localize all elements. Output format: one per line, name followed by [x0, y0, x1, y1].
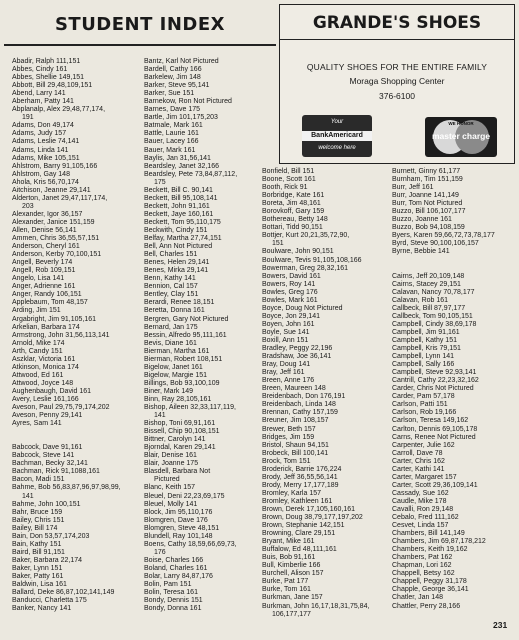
- index-entry: Chambers, Keith 19,162: [392, 546, 468, 554]
- index-entry: Arding, Jim 151: [12, 307, 61, 315]
- index-entry: Beckett, John 91,161: [144, 202, 210, 210]
- index-entry: Bleuel, Molly 141: [144, 500, 198, 508]
- index-entry: Bachman, Becky 32,141: [12, 460, 88, 468]
- index-entry: Cavalli, Ron 29,148: [392, 505, 454, 513]
- index-entry: Boyle, Sue 141: [262, 328, 310, 336]
- advertisement: [279, 4, 515, 164]
- index-entry: Barnekow, Ron Not Pictured: [144, 98, 232, 106]
- index-entry: Burnett, Ginny 61,177: [392, 168, 461, 175]
- index-entry: Arth, Candy 151: [12, 347, 63, 355]
- index-entry: Brody, Jeff 36,55,56,141: [262, 473, 338, 481]
- index-entry: Blomgren, Dave 176: [144, 516, 208, 524]
- index-entry: Block, Jim 95,110,176: [144, 508, 213, 516]
- index-entry: Ayres, Sam 141: [12, 420, 62, 428]
- index-entry: Chapple, George 36,141: [392, 586, 469, 594]
- index-entry: Bittner, Carolyn 141: [144, 436, 206, 444]
- index-entry-continuation: Pictured: [154, 476, 180, 484]
- column-gap: [12, 436, 121, 444]
- section-header: [4, 4, 276, 46]
- index-entry: Allen, Denise 56,141: [12, 226, 77, 234]
- index-entry: Babcock, Dave 91,161: [12, 444, 83, 452]
- index-entry: Baylis, Jan 31,56,141: [144, 154, 211, 162]
- index-entry: Bonfield, Bill 151: [262, 168, 315, 175]
- index-entry: Carder, Pam 57,178: [392, 393, 455, 401]
- index-entry: Anger, Adrienne 161: [12, 283, 76, 291]
- index-entry: Callbeck, Bill 87,97,177: [392, 304, 466, 312]
- index-entry: Boone, Scott 161: [262, 176, 316, 184]
- index-entry: Arnold, Mike 174: [12, 339, 65, 347]
- index-entry: Belfay, Martha 27,74,151: [144, 235, 222, 243]
- index-entry: Carlson, Teresa 149,162: [392, 417, 469, 425]
- index-entry: Beckett, Tom 95,110,175: [144, 218, 221, 226]
- index-entry: Bristol, Shaun 94,151: [262, 441, 329, 449]
- index-entry: Binn, Ray 28,105,161: [144, 395, 212, 403]
- index-entry: Carlson, Rob 19,166: [392, 409, 457, 417]
- index-entry: Bull, Kimberlie 166: [262, 562, 321, 570]
- index-entry: Campbell, Cindy 38,69,178: [392, 320, 477, 328]
- index-entry: Baker, Barbara 22,174: [12, 556, 83, 564]
- index-entry-continuation: 203: [22, 202, 34, 210]
- index-entry: Bigelow, Margie 151: [144, 371, 208, 379]
- index-entry: Breen, Anne 176: [262, 377, 315, 385]
- index-entry: Bachman, Rick 91,1088,161: [12, 468, 100, 476]
- index-entry: Ahlstrom, Barry 91,105,166: [12, 162, 98, 170]
- index-entry: Ahlstrom, Gay 148: [12, 170, 70, 178]
- index-entry: Cantrill, Cathy 22,23,32,162: [392, 377, 479, 385]
- index-entry: Bjorndal, Karen 29,141: [144, 444, 216, 452]
- index-entry: Anderson, Kerby 70,100,151: [12, 251, 102, 259]
- index-entry: Chambers, Jim 69,87,178,212: [392, 538, 486, 546]
- index-entry: Breidenbach, Don 176,191: [262, 393, 346, 401]
- index-entry: Argabright, Jim 91,105,161: [12, 315, 97, 323]
- index-entry: Blanc, Keith 157: [144, 484, 195, 492]
- index-entry: Bantz, Karl Not Pictured: [144, 58, 219, 65]
- index-entry: Bondy, Donna 161: [144, 605, 202, 613]
- index-entry: Carter, Kathi 141: [392, 465, 445, 473]
- index-entry: Bergren, Gary Not Pictured: [144, 315, 229, 323]
- index-entry: Beardsley, Pete 73,84,87,112,: [144, 170, 238, 178]
- index-entry: Beckett, Bill 95,108,141: [144, 194, 218, 202]
- index-entry: Bowers, David 161: [262, 272, 321, 280]
- index-entry: Berardi, Renee 18,151: [144, 299, 215, 307]
- index-entry: Caudle, Mike 178: [392, 497, 447, 505]
- index-entry: Boens, Cathy 18,59,66,69,73,: [144, 540, 237, 548]
- index-entry: Campbell, Kris 79,151: [392, 345, 461, 353]
- index-entry: Carroll, Dave 78: [392, 449, 443, 457]
- index-entry: Bahme, Bob 56,83,87,96,97,98,99,: [12, 484, 121, 492]
- index-entry: Bleuel, Deni 22,23,69,175: [144, 492, 225, 500]
- bankamericard-logo: Your BankAmericard welcome here: [302, 115, 372, 157]
- index-column-4: [392, 168, 495, 611]
- index-entry: Adams, Mike 105,151: [12, 154, 80, 162]
- index-entry: Burkman, Jane 157: [262, 594, 323, 602]
- index-entry: Broderick, Barrie 176,224: [262, 465, 342, 473]
- index-entry: Abadir, Ralph 111,151: [12, 58, 81, 65]
- index-entry: Campbell, Kathy 151: [392, 336, 457, 344]
- index-entry: Blair, Denise 161: [144, 452, 197, 460]
- index-entry: Carter, Chris 162: [392, 457, 445, 465]
- index-entry: Beardsley, Janet 32,166: [144, 162, 219, 170]
- index-entry: Angell, Rob 109,151: [12, 267, 76, 275]
- index-entry: Cassady, Sue 162: [392, 489, 449, 497]
- index-entry: Cesvet, Linda 157: [392, 522, 449, 530]
- index-entry: Bernard, Jan 175: [144, 323, 198, 331]
- index-entry: Carlton, Dennis 69,105,178: [392, 425, 478, 433]
- index-entry: Bromley, Karla 157: [262, 489, 322, 497]
- index-entry: Chappell, Betsy 162: [392, 570, 455, 578]
- index-entry: Biner, Mark 149: [144, 387, 194, 395]
- index-entry: Abplanalp, Alex 29,48,77,174,: [12, 106, 106, 114]
- index-entry: Carder, Chris Not Pictured: [392, 385, 474, 393]
- index-entry: Adams, Leslie 74,141: [12, 138, 80, 146]
- index-entry: Burchell, Alison 157: [262, 570, 324, 578]
- index-entry: Attwood, Ed 161: [12, 371, 64, 379]
- index-entry: Benes, Mirka 29,141: [144, 267, 209, 275]
- index-entry-continuation: 151: [272, 240, 284, 248]
- index-entry: Battle, Laurie 161: [144, 130, 199, 138]
- index-entry: Bain, Don 53,57,174,203: [12, 532, 90, 540]
- index-entry: Babcock, Steve 141: [12, 452, 75, 460]
- index-entry: Baird, Bill 91,151: [12, 548, 65, 556]
- index-entry: Barkelew, Jim 148: [144, 74, 201, 82]
- index-entry: Buzzo, Bob 94,108,159: [392, 224, 465, 232]
- index-entry: Chattler, Perry 28,166: [392, 602, 461, 610]
- index-entry: Boland, Charles 161: [144, 564, 208, 572]
- index-entry: Chapman, Lori 162: [392, 562, 452, 570]
- page-title: STUDENT INDEX: [54, 13, 226, 35]
- index-entry-continuation: 191: [22, 114, 34, 122]
- index-entry: Carpenter, Julie 162: [392, 441, 455, 449]
- page-number: 231: [493, 620, 508, 630]
- index-entry: Boulware, Tevis 91,105,108,166: [262, 256, 362, 264]
- index-entry: Barker, Sue 151: [144, 90, 195, 98]
- column-gap: [12, 428, 121, 436]
- index-entry: Bevis, Diane 161: [144, 339, 197, 347]
- index-entry: Campbell, Jim 91,161: [392, 328, 460, 336]
- index-entry: Bray, Jeff 161: [262, 369, 305, 377]
- index-entry: Benes, Helen 29,141: [144, 259, 210, 267]
- index-entry: Burr, Jeff 161: [392, 184, 434, 192]
- index-entry: Banducci, Charletta 175: [12, 597, 87, 605]
- index-entry: Aveson, Paul 29,75,79,174,202: [12, 404, 110, 412]
- ad-location: Moraga Shopping Center: [349, 76, 445, 86]
- index-entry: Booth, Rick 91: [262, 184, 308, 192]
- index-entry: Bowers, Roy 141: [262, 280, 316, 288]
- index-entry: Bromley, Kathleen 161: [262, 497, 333, 505]
- index-entry: Bolar, Larry 84,87,176: [144, 573, 213, 580]
- index-entry: Bailey, Chris 151: [12, 516, 65, 524]
- index-entry: Avery, Leslie 161,166: [12, 395, 79, 403]
- index-entry-continuation: 175: [154, 178, 166, 186]
- index-entry: Borovkoff, Gary 159: [262, 208, 325, 216]
- index-entry: Buzzo, Joanne 161: [392, 216, 452, 224]
- index-entry: Adams, Judy 157: [12, 130, 67, 138]
- index-entry: Bissell, Chip 90,108,151: [144, 428, 220, 436]
- column-gap: [392, 265, 495, 273]
- index-entry: Bolin, Teresa 161: [144, 589, 198, 597]
- index-entry: Brody, Merry 17,177,189: [262, 481, 339, 489]
- index-column-3: [262, 168, 369, 619]
- index-entry: Bowerman, Greg 28,32,161: [262, 264, 348, 272]
- index-entry: Bowles, Mark 161: [262, 296, 318, 304]
- index-entry: Bothereau, Betty 148: [262, 216, 328, 224]
- index-entry: Baker, Patty 161: [12, 573, 64, 580]
- index-entry: Byrd, Steve 90,100,106,157: [392, 240, 479, 248]
- index-entry: Carlson, Patti 151: [392, 401, 448, 409]
- index-entry: Bardell, Cathy 166: [144, 66, 202, 74]
- index-entry: Blundell, Ray 101,148: [144, 532, 213, 540]
- index-entry: Brewer, Beth 157: [262, 425, 316, 433]
- index-entry: Abbes, Cindy 161: [12, 66, 68, 74]
- index-column-1: [12, 58, 121, 613]
- index-entry: Bauer, Lacey 166: [144, 138, 199, 146]
- index-entry: Carter, Margaret 157: [392, 473, 457, 481]
- index-entry: Boreta, Jim 48,161: [262, 200, 321, 208]
- index-entry: Angelo, Lisa 141: [12, 275, 65, 283]
- index-entry: Bryant, Mike 161: [262, 538, 315, 546]
- index-entry: Bauer, Mark 161: [144, 146, 196, 154]
- index-entry: Billings, Bob 93,100,109: [144, 379, 220, 387]
- column-gap: [392, 257, 495, 265]
- index-entry: Bell, Ann Not Pictured: [144, 243, 213, 251]
- index-entry: Aszklar, Victoria 161: [12, 355, 76, 363]
- index-entry: Bolin, Pam 151: [144, 581, 192, 589]
- mastercharge-logo: WE HONOR master charge: [425, 117, 497, 157]
- index-entry: Beckett, Jaye 160,161: [144, 210, 214, 218]
- index-entry: Blasdell, Barbara Not: [144, 468, 211, 476]
- index-entry: Adams, Don 49,174: [12, 122, 74, 130]
- index-entry: Aughenbaugh, David 161: [12, 387, 92, 395]
- index-entry: Arkelian, Barbara 174: [12, 323, 80, 331]
- index-entry: Borbridge, Kate 161: [262, 192, 325, 200]
- index-entry: Bridges, Jim 159: [262, 433, 315, 441]
- index-entry: Brobeck, Bill 100,141: [262, 449, 329, 457]
- index-entry: Beretta, Donna 161: [144, 307, 205, 315]
- index-entry: Ballard, Deke 86,87,102,141,149: [12, 589, 115, 597]
- index-entry: Bowles, Greg 176: [262, 288, 318, 296]
- index-entry: Benn, Kathy 141: [144, 275, 196, 283]
- index-entry-continuation: 106,177,177: [272, 610, 311, 618]
- index-entry: Bain, Kathy 151: [12, 540, 62, 548]
- index-entry: Carns, Renee Not Pictured: [392, 433, 476, 441]
- index-entry: Beckwith, Cindy 151: [144, 226, 208, 234]
- index-entry: Angell, Beverly 174: [12, 259, 73, 267]
- index-entry: Calavan, Nancy 70,78,177: [392, 288, 475, 296]
- index-entry: Chambers, Bill 141,149: [392, 530, 465, 538]
- index-entry: Campbell, Sally 166: [392, 361, 455, 369]
- index-entry: Bradley, Peggy 22,196: [262, 345, 333, 353]
- index-entry: Aitchison, Jeanne 29,141: [12, 186, 91, 194]
- index-entry: Calavan, Rob 161: [392, 296, 449, 304]
- index-entry: Boyen, John 161: [262, 320, 315, 328]
- index-entry: Abend, Larry 141: [12, 90, 66, 98]
- ad-tagline: QUALITY SHOES FOR THE ENTIRE FAMILY: [306, 62, 488, 72]
- index-entry: Bishop, Aileen 32,33,117,119,: [144, 404, 236, 412]
- ad-phone: 376-6100: [379, 91, 415, 101]
- index-entry: Cairns, Stacey 29,151: [392, 280, 461, 288]
- index-entry: Cebalo, Fred 111,162: [392, 514, 459, 522]
- index-entry: Chappell, Peggy 31,178: [392, 578, 467, 586]
- index-entry: Bondy, Dennis 151: [144, 597, 203, 605]
- index-entry: Bishop, Toni 69,91,161: [144, 420, 216, 428]
- index-entry: Baldwin, Lisa 161: [12, 581, 67, 589]
- index-entry: Banker, Nancy 141: [12, 605, 72, 613]
- index-entry: Brock, Tom 151: [262, 457, 311, 465]
- index-entry: Campbell, Steve 92,93,141: [392, 369, 477, 377]
- index-entry: Blomgren, Steve 48,151: [144, 524, 220, 532]
- index-entry: Bahr, Bruce 159: [12, 508, 63, 516]
- index-entry: Bierman, Robert 108,151: [144, 355, 223, 363]
- index-entry: Aveson, Penny 29,141: [12, 412, 83, 420]
- index-entry: Bell, Charles 151: [144, 251, 198, 259]
- index-entry: Boulware, John 90,151: [262, 248, 334, 256]
- index-entry: Boxill, Ann 151: [262, 336, 309, 344]
- index-entry: Burr, Joanne 141,149: [392, 192, 459, 200]
- index-entry-continuation: 141: [22, 492, 34, 500]
- index-entry: Bigelow, Janet 161: [144, 363, 203, 371]
- index-entry: Brown, Stephanie 142,151: [262, 522, 345, 530]
- index-entry: Aberham, Patty 141: [12, 98, 74, 106]
- index-entry: Burnham, Tim 151,159: [392, 176, 463, 184]
- index-entry: Boyce, Jon 29,141: [262, 312, 320, 320]
- index-entry: Boyce, Doug Not Pictured: [262, 304, 343, 312]
- index-entry: Baker, Lynn 151: [12, 564, 63, 572]
- index-entry: Byers, Karen 59,66,72,73,78,177: [392, 232, 495, 240]
- index-entry: Callbeck, Tom 90,105,151: [392, 312, 473, 320]
- index-entry: Applebaum, Tom 48,157: [12, 299, 88, 307]
- index-entry: Alexander, Janice 151,159: [12, 218, 95, 226]
- ad-shop-name: GRANDE'S SHOES: [312, 13, 482, 33]
- index-entry: Burke, Pat 177: [262, 578, 309, 586]
- index-entry: Boise, Charles 166: [144, 556, 204, 564]
- index-entry: Buffalow, Ed 48,111,161: [262, 546, 337, 554]
- index-entry: Breuner, Jim 108,157: [262, 417, 329, 425]
- index-entry: Buzzo, Bill 106,107,177: [392, 208, 466, 216]
- index-entry: Bierman, Martha 161: [144, 347, 210, 355]
- index-entry: Bartle, Jim 101,175,203: [144, 114, 218, 122]
- index-entry: Buis, Bob 91,161: [262, 554, 316, 562]
- index-entry: Adams, Linda 141: [12, 146, 69, 154]
- index-entry: Brown, Doug 38,79,177,197,202: [262, 514, 363, 522]
- index-entry-continuation: 141: [154, 412, 166, 420]
- index-entry: Anger, Randy 106,151: [12, 291, 82, 299]
- index-entry: Campbell, Lynn 141: [392, 353, 455, 361]
- index-entry: Brown, Derek 17,105,160,161: [262, 505, 356, 513]
- index-entry: Bottjer, Kurt 20,21,35,72,90,: [262, 232, 350, 240]
- index-entry: Cairns, Jeff 20,109,148: [392, 272, 465, 280]
- index-entry: Chatler, Jan 148: [392, 594, 443, 602]
- index-entry: Atkinson, Monica 174: [12, 363, 79, 371]
- index-entry: Bentley, Clay 151: [144, 291, 199, 299]
- index-entry: Bottari, Tidd 90,151: [262, 224, 323, 232]
- index-column-2: [144, 58, 237, 613]
- index-entry: Bacon, Madi 151: [12, 476, 65, 484]
- index-entry: Armstrong, John 31,56,113,141: [12, 331, 110, 339]
- index-entry: Blair, Joanne 175: [144, 460, 199, 468]
- index-entry: Carter, Scott 29,36,109,141: [392, 481, 478, 489]
- index-entry: Ahola, Kris 56,70,174: [12, 178, 79, 186]
- index-entry: Burke, Tom 161: [262, 586, 311, 594]
- index-entry: Anderson, Cheryl 161: [12, 243, 80, 251]
- index-entry: Abbott, Bill 29,48,109,151: [12, 82, 93, 90]
- index-entry: Bessin, Alfredo 95,111,161: [144, 331, 227, 339]
- index-entry: Batmale, Mark 161: [144, 122, 203, 130]
- index-entry: Byrne, Bebbie 141: [392, 248, 450, 256]
- index-entry: Abbes, Shellie 149,151: [12, 74, 84, 82]
- index-entry: Bray, Doug 141: [262, 361, 311, 369]
- index-entry: Browning, Clare 29,151: [262, 530, 336, 538]
- index-entry: Burr, Tom Not Pictured: [392, 200, 463, 208]
- index-entry-continuation: 176: [154, 548, 166, 556]
- index-entry: Barnes, Dave 175: [144, 106, 201, 114]
- index-entry: Breen, Maureen 148: [262, 385, 326, 393]
- index-entry: Alexander, Igor 36,157: [12, 210, 83, 218]
- index-entry: Attwood, Joyce 148: [12, 379, 74, 387]
- index-entry: Burkman, John 16,17,18,31,75,84,: [262, 602, 370, 610]
- index-entry: Brennan, Cathy 157,159: [262, 409, 338, 417]
- index-entry: Bennion, Cal 157: [144, 283, 198, 291]
- index-entry: Beckett, Bill C. 90,141: [144, 186, 213, 194]
- index-entry: Chambers, Pat 162: [392, 554, 453, 562]
- index-entry: Breidenbach, Linda 148: [262, 401, 336, 409]
- index-entry: Bahme, John 100,151: [12, 500, 81, 508]
- index-entry: Alderton, Janet 29,47,117,174,: [12, 194, 108, 202]
- index-entry: Barker, Steve 95,141: [144, 82, 210, 90]
- ad-divider: [280, 39, 514, 40]
- index-entry: Bailey, Bill 174: [12, 524, 58, 532]
- index-entry: Ammen, Chris 36,55,57,151: [12, 235, 100, 243]
- index-entry: Bradshaw, Joe 36,141: [262, 353, 332, 361]
